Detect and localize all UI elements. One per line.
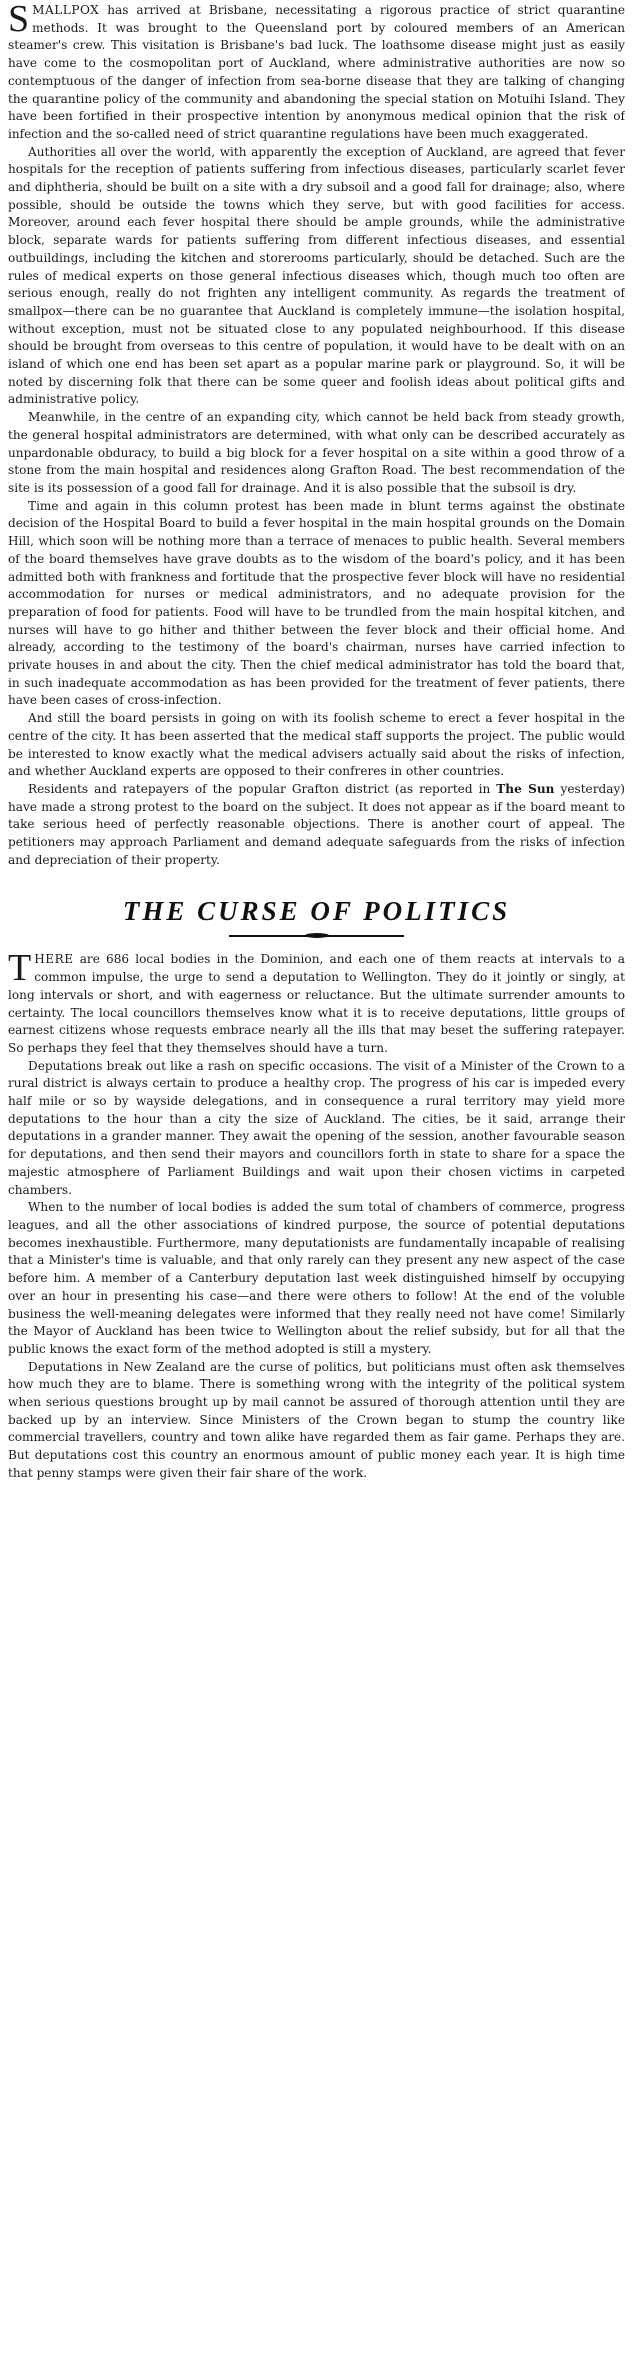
newspaper-page — [8, 2, 625, 2358]
paragraph: Deputations break out like a rash on specific occasions. The visit of a Minister of the Crown to a rural district is always certain to produce a healthy crop. The progress of his car is impeded every half mile or so by wayside delegations, and in consequence a rural territory may yield more deputations to the hour than a city the size of Auckland. The cities, be it said, arrange their deputations in a grander manner. They await the opening of the session, another favourable season for deputations, and then send their mayors and councillors forth in state to share for a space the majestic atmosphere of Parliament Buildings and wait upon their chosen victims in carpeted chambers. — [8, 1058, 625, 1197]
headline-block — [8, 895, 625, 939]
politics-editorial — [8, 947, 625, 1482]
paragraph: Deputations in New Zealand are the curse of politics, but politicians must often ask themselves how much they are to blame. There is something wrong with the integrity of the political system when serious questions brought up by mail cannot be assured of thorough attention until they are backed up by an interview. Since Ministers of the Crown began to stump the country like commercial travellers, country and town alike have regarded them as fair game. Perhaps they are. But deputations cost this country an enormous amount of public money each year. It is high time that penny stamps were given their fair share of the work. — [8, 1359, 625, 1480]
paragraph: Residents and ratepayers of the popular Grafton district (as reported in The Sun yesterday) have made a strong protest to the board on the subject. It does not appear as if the board meant to take serious heed of perfectly reasonable objections. There is another court of appeal. The petitioners may approach Parliament and demand adequate safeguards from the risks of infection and depreciation of their property. — [8, 781, 625, 867]
paragraph: Time and again in this column protest has been made in blunt terms against the obstinate decision of the Hospital Board to build a fever hospital in the main hospital grounds on the Domain Hill, which soon will be nothing more than a terrace of menaces to public health. Several members of the board themselves have grave doubts as to the wisdom of the board's policy, and it has been admitted both with frankness and fortitude that the prospective fever block will have no residential accommodation for nurses or medical administrators, and no adequate provision for the preparation of food for patients. Food will have to be trundled from the main hospital kitchen, and nurses will have to go hither and thither between the fever block and their official home. And already, according to the testimony of the board's chairman, nurses have carried infection to private houses in and about the city. Then the chief medical administrator has told the board that, in such inadequate accommodation as has been provided for the treatment of fever patients, there have been cases of cross-infection. — [8, 498, 625, 708]
paragraph: SMALLPOX has arrived at Brisbane, necessitating a rigorous practice of strict quarantine methods. It was brought to the Queensland port by coloured members of an American steamer's crew. This visitation is Brisbane's bad luck. The loathsome disease might just as easily have come to the cosmopolitan port of Auckland, where administrative authorities are now so contemptuous of the danger of infection from sea-borne disease that they are talking of changing the quarantine policy of the community and abandoning the special station on Motuihi Island. They have been fortified in their prospective intention by anonymous medical opinion that the risk of infection and the so-called need of strict quarantine regulations have been much exaggerated. — [8, 2, 625, 141]
drop-cap: T — [8, 947, 32, 990]
headline: THE CURSE OF POLITICS — [122, 896, 511, 927]
paragraph: THERE are 686 local bodies in the Dominion, and each one of them reacts at intervals to a common impulse, the urge to send a deputation to Wellington. They do it jointly or singly, at long intervals or short, and with eagerness or reluctance. But the ultimate surrender amounts to certainty. The local councillors themselves know what it is to receive deputations, little groups of earnest citizens whose requests embrace nearly all the ills that may beset the suffering ratepayer. So perhaps they feel that they themselves should have a turn. — [8, 947, 625, 1055]
smallpox-editorial — [8, 2, 625, 869]
newspaper-name: The Sun — [496, 781, 555, 796]
ornamental-rule — [229, 933, 404, 939]
paragraph: And still the board persists in going on with its foolish scheme to erect a fever hospital in the centre of the city. It has been asserted that the medical staff supports the project. The public would be interested to know exactly what the medical advisers actually said about the risks of infection, and whether Auckland experts are opposed to their confreres in other countries. — [8, 711, 625, 779]
paragraph: Authorities all over the world, with apparently the exception of Auckland, are agreed that fever hospitals for the reception of patients suffering from infectious diseases, particularly scarlet fever and diphtheria, should be built on a site with a dry subsoil and a good fall for drainage; also, where possible, should be outside the towns which they serve, but with good facilities for access. Moreover, around each fever hospital there should be ample grounds, while the administrative block, separate wards for patients suffering from different infectious diseases, and essential outbuildings, including the kitchen and storerooms particularly, should be detached. Such are the rules of medical experts on those general infectious diseases which, though much too often are serious enough, really do not frighten any intelligent community. As regards the treatment of smallpox—there can be no guarantee that Auckland is completely immune—the isolation hospital, without exception, must not be situated close to any populated neighbourhood. If this disease should be brought from overseas to this centre of population, it would have to be dealt with on an island of which one end has been set apart as a popular marine park or playground. So, it will be noted by discerning folk that there can be some queer and foolish ideas about political gifts and administrative policy. — [8, 144, 625, 407]
drop-cap: S — [8, 2, 30, 40]
paragraph: Meanwhile, in the centre of an expanding city, which cannot be held back from steady growth, the general hospital administrators are determined, with what only can be described accurately as unpardonable obduracy, to build a big block for a fever hospital on a site within a good throw of a stone from the main hospital and residences along Grafton Road. The best recommendation of the site is its possession of a good fall for drainage. And it is also possible that the subsoil is dry. — [8, 410, 625, 495]
paragraph: When to the number of local bodies is added the sum total of chambers of commerce, progress leagues, and all the other associations of kindred purpose, the source of potential deputations becomes inexhaustible. Furthermore, many deputationists are fundamentally incapable of realising that a Minister's time is valuable, and that only rarely can they present any new aspect of the case before him. A member of a Canterbury deputation last week distinguished himself by occupying over an hour in presenting his case—and there were others to follow! At the end of the voluble business the well-meaning delegates were informed that they really need not have come! Similarly the Mayor of Auckland has been twice to Wellington about the relief subsidy, but for all that the public knows the exact form of the method adopted is still a mystery. — [8, 1200, 625, 1356]
